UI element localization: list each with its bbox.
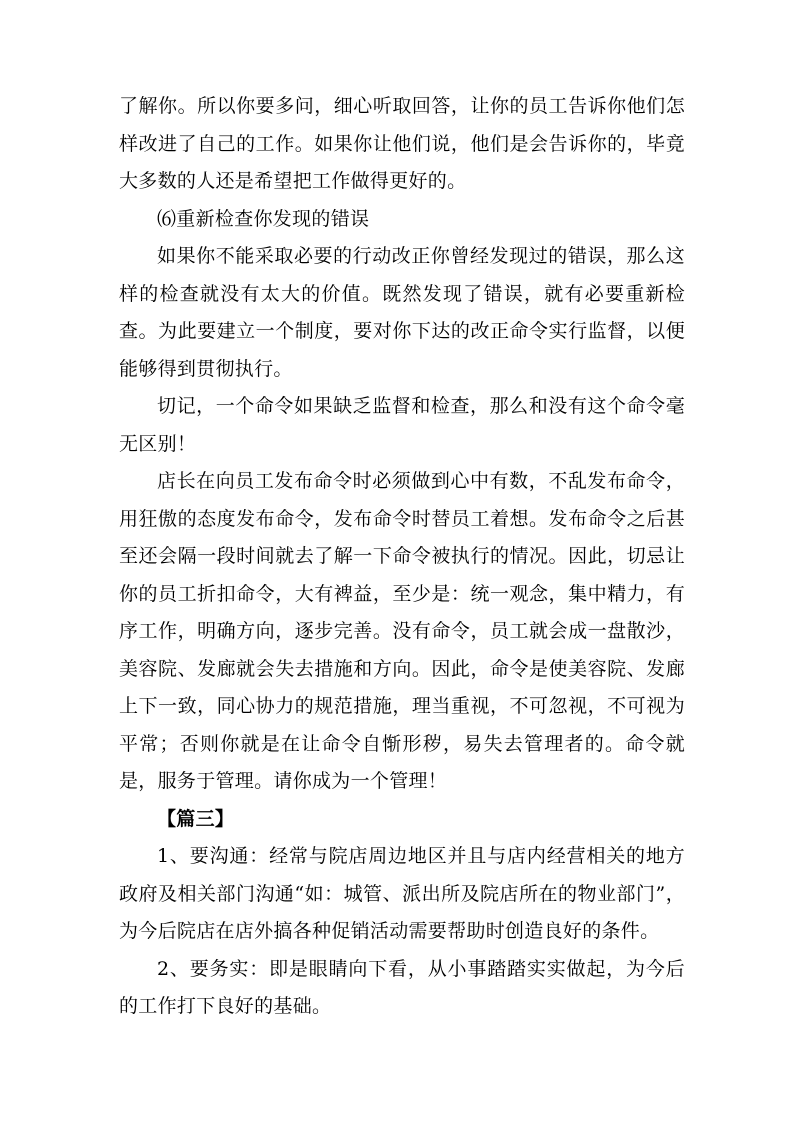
section-heading-recheck-errors: ⑹重新检查你发现的错误 — [157, 207, 370, 230]
document-body — [119, 88, 685, 1026]
paragraph-remember: 切记，一个命令如果缺乏监督和检查，那么和没有这个命令毫无区别！ — [119, 395, 685, 455]
part-three-heading: 【篇三】 — [157, 807, 235, 830]
paragraph-store-manager-commands: 店长在向员工发布命令时必须做到心中有数，不乱发布命令，用狂傲的态度发布命令，发布命令时替员工着想。发布命令之后甚至还会隔一段时间就去了解一下命令被执行的情况。因此，切忌让你的员工折扣命令，大有裨益，至少是：统一观念，集中精力，有序工作，明确方向，逐步完善。没有命令，员工就会成一盘散沙，美容院、发廊就会失去措施和方向。因此，命令是使美容院、发廊上下一致，同心协力的规范措施，理当重视，不可忽视，不可视为平常；否则你就是在让命令自惭形秽，易失去管理者的。命令就是，服务于管理。请你成为一个管理！ — [119, 470, 685, 792]
list-item-communicate: 1、要沟通：经常与院店周边地区并且与店内经营相关的地方政府及相关部门沟通“如：城管、派出所及院店所在的物业部门”，为今后院店在店外搞各种促销活动需要帮助时创造良好的条件。 — [119, 845, 685, 942]
list-item-be-practical: 2、要务实：即是眼睛向下看，从小事踏踏实实做起，为今后的工作打下良好的基础。 — [119, 957, 685, 1017]
paragraph-recheck-errors: 如果你不能采取必要的行动改正你曾经发现过的错误，那么这样的检查就没有太大的价值。既然发现了错误，就有必要重新检查。为此要建立一个制度，要对你下达的改正命令实行监督，以便能够得到贯彻执行。 — [119, 245, 685, 380]
paragraph-continuation: 了解你。所以你要多问，细心听取回答，让你的员工告诉你他们怎样改进了自己的工作。如果你让他们说，他们是会告诉你的，毕竟大多数的人还是希望把工作做得更好的。 — [119, 95, 685, 192]
